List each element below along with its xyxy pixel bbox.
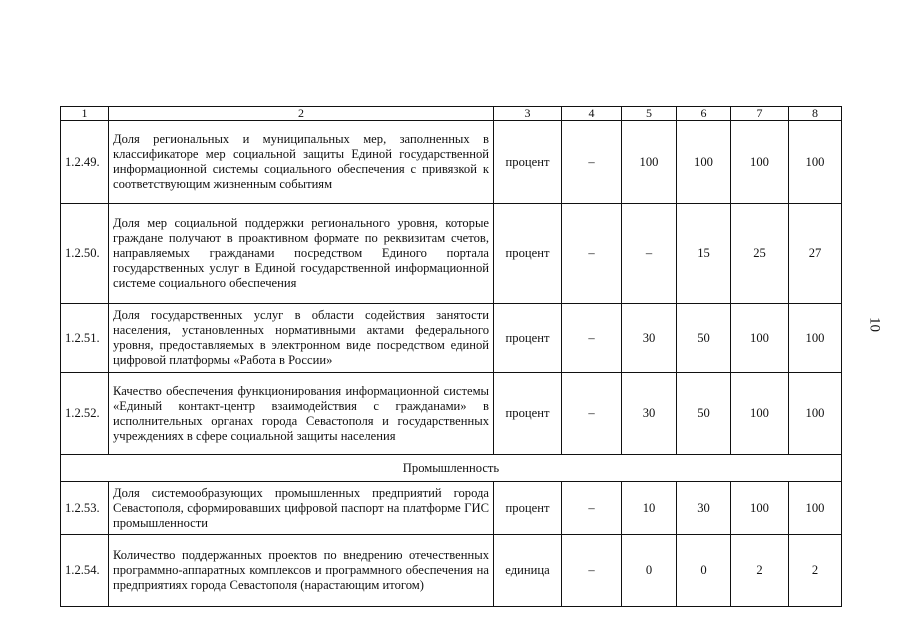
indicators-table xyxy=(60,106,842,607)
table-row xyxy=(61,304,842,373)
section-title: Промышленность xyxy=(61,455,842,482)
unit-cell: процент xyxy=(494,304,562,373)
value-cell: 100 xyxy=(731,121,789,204)
indicator-name: Качество обеспечения функционирования информационной системы «Единый контакт-центр взаимодействия с гражданами» в исполнительных органах города Севастополя и государственных учреждениях в сфере социальной защиты населения xyxy=(109,373,494,455)
value-cell: – xyxy=(562,304,622,373)
value-cell: 100 xyxy=(789,482,842,535)
column-header: 2 xyxy=(109,107,494,121)
unit-cell: процент xyxy=(494,373,562,455)
table-row xyxy=(61,204,842,304)
header-row xyxy=(61,107,842,121)
value-cell: 50 xyxy=(677,373,731,455)
column-header: 4 xyxy=(562,107,622,121)
unit-cell: процент xyxy=(494,121,562,204)
column-header: 8 xyxy=(789,107,842,121)
value-cell: 30 xyxy=(622,304,677,373)
row-number: 1.2.54. xyxy=(61,535,109,607)
value-cell: 25 xyxy=(731,204,789,304)
value-cell: 0 xyxy=(677,535,731,607)
indicator-name: Количество поддержанных проектов по внедрению отечественных программно-аппаратных комплексов и программного обеспечения на предприятиях города Севастополя (нарастающим итогом) xyxy=(109,535,494,607)
value-cell: 15 xyxy=(677,204,731,304)
table-row xyxy=(61,373,842,455)
table-row xyxy=(61,535,842,607)
column-header: 3 xyxy=(494,107,562,121)
value-cell: – xyxy=(562,121,622,204)
row-number: 1.2.51. xyxy=(61,304,109,373)
column-header: 6 xyxy=(677,107,731,121)
value-cell: 100 xyxy=(789,373,842,455)
page-number: 10 xyxy=(866,317,883,332)
column-header: 5 xyxy=(622,107,677,121)
value-cell: 0 xyxy=(622,535,677,607)
value-cell: 30 xyxy=(622,373,677,455)
value-cell: 100 xyxy=(731,373,789,455)
value-cell: 100 xyxy=(789,304,842,373)
indicator-name: Доля государственных услуг в области содействия занятости населения, установленных нормативными актами федерального уровня, предоставляемых в электронном виде посредством единой цифровой платформы «Работа в России» xyxy=(109,304,494,373)
row-number: 1.2.49. xyxy=(61,121,109,204)
column-header: 7 xyxy=(731,107,789,121)
table-row xyxy=(61,121,842,204)
indicator-name: Доля региональных и муниципальных мер, заполненных в классификаторе мер социальной защиты Единой государственной информационной системы социального обеспечения с привязкой к соответствующим жизненным событиям xyxy=(109,121,494,204)
row-number: 1.2.52. xyxy=(61,373,109,455)
value-cell: – xyxy=(562,373,622,455)
value-cell: 100 xyxy=(677,121,731,204)
unit-cell: единица xyxy=(494,535,562,607)
value-cell: – xyxy=(562,482,622,535)
indicator-name: Доля системообразующих промышленных предприятий города Севастополя, сформировавших цифровой паспорт на платформе ГИС промышленности xyxy=(109,482,494,535)
value-cell: 100 xyxy=(731,482,789,535)
unit-cell: процент xyxy=(494,482,562,535)
unit-cell: процент xyxy=(494,204,562,304)
section-row xyxy=(61,455,842,482)
column-header: 1 xyxy=(61,107,109,121)
table-row xyxy=(61,482,842,535)
value-cell: 2 xyxy=(789,535,842,607)
row-number: 1.2.53. xyxy=(61,482,109,535)
value-cell: 100 xyxy=(731,304,789,373)
value-cell: 100 xyxy=(789,121,842,204)
value-cell: 10 xyxy=(622,482,677,535)
value-cell: 100 xyxy=(622,121,677,204)
value-cell: – xyxy=(562,204,622,304)
value-cell: – xyxy=(562,535,622,607)
row-number: 1.2.50. xyxy=(61,204,109,304)
indicator-name: Доля мер социальной поддержки регионального уровня, которые граждане получают в проактивном формате по реквизитам счетов, направляемых гражданами посредством Единого портала государственных услуг в Единой государственной информационной системе социального обеспечения xyxy=(109,204,494,304)
value-cell: 30 xyxy=(677,482,731,535)
value-cell: 2 xyxy=(731,535,789,607)
value-cell: 50 xyxy=(677,304,731,373)
value-cell: 27 xyxy=(789,204,842,304)
value-cell: – xyxy=(622,204,677,304)
